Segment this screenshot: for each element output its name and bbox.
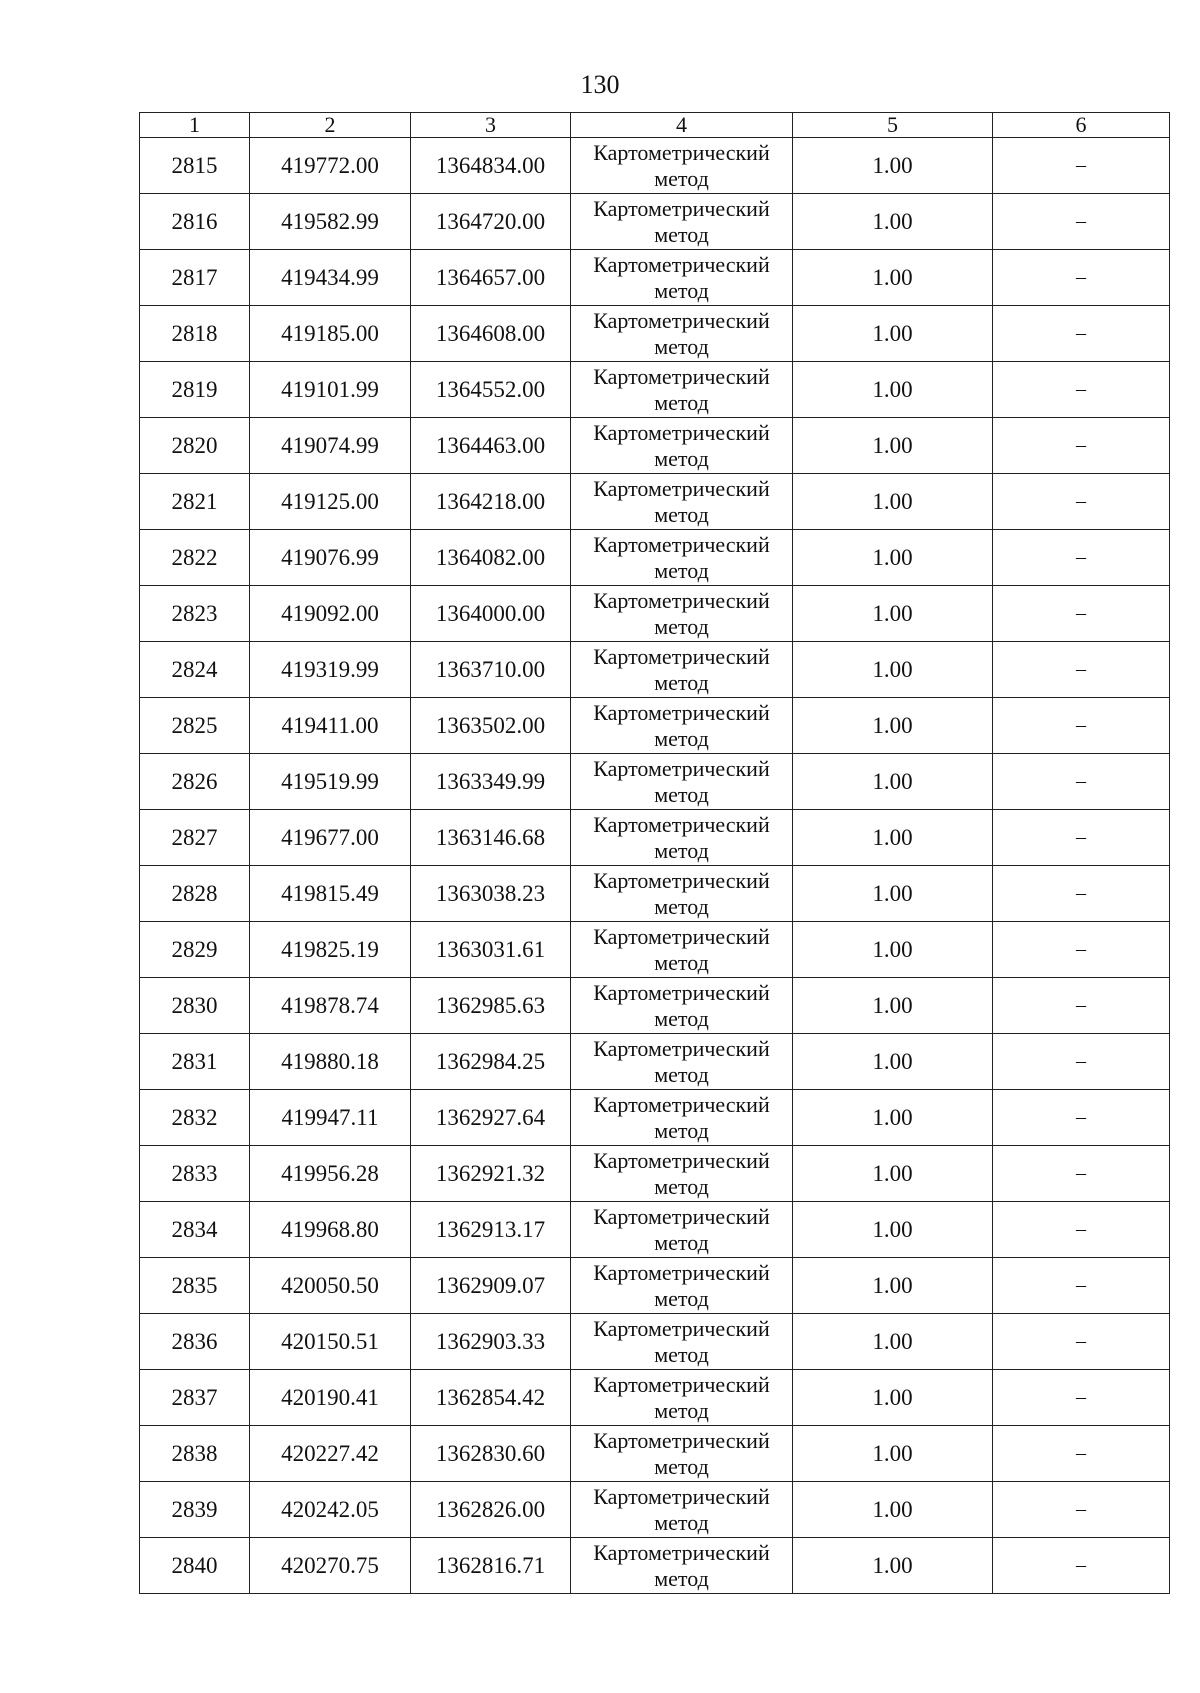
- accuracy-cell: 1.00: [793, 866, 993, 922]
- accuracy-cell: 1.00: [793, 922, 993, 978]
- y-coordinate-cell: 1362985.63: [411, 978, 571, 1034]
- x-coordinate-cell: 420270.75: [250, 1538, 411, 1594]
- method-line-2: метод: [654, 1341, 709, 1367]
- coordinates-table: [139, 112, 1170, 1594]
- table-row: [140, 642, 1170, 698]
- method-line-2: метод: [654, 949, 709, 975]
- y-coordinate-cell: 1363146.68: [411, 810, 571, 866]
- x-coordinate-cell: 419956.28: [250, 1146, 411, 1202]
- method-cell: [571, 922, 793, 978]
- table-row: [140, 866, 1170, 922]
- note-cell: –: [993, 530, 1170, 586]
- method-cell: [571, 250, 793, 306]
- note-cell: –: [993, 1314, 1170, 1370]
- y-coordinate-cell: 1364463.00: [411, 418, 571, 474]
- column-header-2: 2: [250, 113, 411, 138]
- method-cell: [571, 1034, 793, 1090]
- method-line-2: метод: [654, 1285, 709, 1311]
- note-cell: –: [993, 250, 1170, 306]
- accuracy-cell: 1.00: [793, 250, 993, 306]
- accuracy-cell: 1.00: [793, 362, 993, 418]
- method-line-1: Картометрический: [593, 643, 770, 669]
- note-cell: –: [993, 810, 1170, 866]
- point-number-cell: 2839: [140, 1482, 250, 1538]
- table-row: [140, 418, 1170, 474]
- method-line-1: Картометрический: [593, 699, 770, 725]
- accuracy-cell: 1.00: [793, 1482, 993, 1538]
- accuracy-cell: 1.00: [793, 418, 993, 474]
- method-line-2: метод: [654, 1509, 709, 1535]
- y-coordinate-cell: 1364657.00: [411, 250, 571, 306]
- method-cell: [571, 1314, 793, 1370]
- table-row: [140, 754, 1170, 810]
- method-line-2: метод: [654, 669, 709, 695]
- note-cell: –: [993, 922, 1170, 978]
- point-number-cell: 2824: [140, 642, 250, 698]
- note-cell: –: [993, 1258, 1170, 1314]
- point-number-cell: 2838: [140, 1426, 250, 1482]
- table-row: [140, 194, 1170, 250]
- point-number-cell: 2820: [140, 418, 250, 474]
- y-coordinate-cell: 1364000.00: [411, 586, 571, 642]
- y-coordinate-cell: 1362830.60: [411, 1426, 571, 1482]
- x-coordinate-cell: 420227.42: [250, 1426, 411, 1482]
- note-cell: –: [993, 978, 1170, 1034]
- method-line-2: метод: [654, 1117, 709, 1143]
- note-cell: –: [993, 866, 1170, 922]
- y-coordinate-cell: 1364082.00: [411, 530, 571, 586]
- point-number-cell: 2833: [140, 1146, 250, 1202]
- accuracy-cell: 1.00: [793, 810, 993, 866]
- method-line-2: метод: [654, 277, 709, 303]
- x-coordinate-cell: 419101.99: [250, 362, 411, 418]
- y-coordinate-cell: 1362816.71: [411, 1538, 571, 1594]
- method-line-2: метод: [654, 445, 709, 471]
- accuracy-cell: 1.00: [793, 1426, 993, 1482]
- point-number-cell: 2817: [140, 250, 250, 306]
- note-cell: –: [993, 1034, 1170, 1090]
- y-coordinate-cell: 1363710.00: [411, 642, 571, 698]
- accuracy-cell: 1.00: [793, 1314, 993, 1370]
- x-coordinate-cell: 419825.19: [250, 922, 411, 978]
- page-number: 130: [580, 70, 620, 99]
- y-coordinate-cell: 1364608.00: [411, 306, 571, 362]
- method-line-2: метод: [654, 781, 709, 807]
- accuracy-cell: 1.00: [793, 1202, 993, 1258]
- method-line-2: метод: [654, 725, 709, 751]
- y-coordinate-cell: 1362921.32: [411, 1146, 571, 1202]
- accuracy-cell: 1.00: [793, 642, 993, 698]
- y-coordinate-cell: 1363349.99: [411, 754, 571, 810]
- x-coordinate-cell: 419092.00: [250, 586, 411, 642]
- point-number-cell: 2822: [140, 530, 250, 586]
- method-cell: [571, 586, 793, 642]
- method-cell: [571, 1482, 793, 1538]
- x-coordinate-cell: 419947.11: [250, 1090, 411, 1146]
- table-row: [140, 698, 1170, 754]
- method-line-1: Картометрический: [593, 531, 770, 557]
- x-coordinate-cell: 420150.51: [250, 1314, 411, 1370]
- method-cell: [571, 306, 793, 362]
- point-number-cell: 2834: [140, 1202, 250, 1258]
- x-coordinate-cell: 419076.99: [250, 530, 411, 586]
- method-cell: [571, 698, 793, 754]
- table-row: [140, 306, 1170, 362]
- y-coordinate-cell: 1362909.07: [411, 1258, 571, 1314]
- x-coordinate-cell: 420190.41: [250, 1370, 411, 1426]
- method-cell: [571, 474, 793, 530]
- table-row: [140, 1482, 1170, 1538]
- point-number-cell: 2815: [140, 138, 250, 194]
- y-coordinate-cell: 1363038.23: [411, 866, 571, 922]
- point-number-cell: 2836: [140, 1314, 250, 1370]
- method-line-2: метод: [654, 165, 709, 191]
- column-header-5: 5: [793, 113, 993, 138]
- x-coordinate-cell: 419434.99: [250, 250, 411, 306]
- point-number-cell: 2827: [140, 810, 250, 866]
- accuracy-cell: 1.00: [793, 1146, 993, 1202]
- note-cell: –: [993, 138, 1170, 194]
- table-row: [140, 810, 1170, 866]
- method-cell: [571, 1258, 793, 1314]
- method-line-1: Картометрический: [593, 307, 770, 333]
- x-coordinate-cell: 419519.99: [250, 754, 411, 810]
- table-row: [140, 1258, 1170, 1314]
- accuracy-cell: 1.00: [793, 1090, 993, 1146]
- x-coordinate-cell: 419878.74: [250, 978, 411, 1034]
- y-coordinate-cell: 1363502.00: [411, 698, 571, 754]
- note-cell: –: [993, 1202, 1170, 1258]
- method-line-1: Картометрический: [593, 195, 770, 221]
- table-row: [140, 1426, 1170, 1482]
- table-row: [140, 1202, 1170, 1258]
- table-row: [140, 586, 1170, 642]
- method-line-2: метод: [654, 1173, 709, 1199]
- note-cell: –: [993, 1370, 1170, 1426]
- method-cell: [571, 194, 793, 250]
- table-row: [140, 1370, 1170, 1426]
- method-cell: [571, 418, 793, 474]
- method-line-1: Картометрический: [593, 923, 770, 949]
- column-header-6: 6: [993, 113, 1170, 138]
- x-coordinate-cell: 419185.00: [250, 306, 411, 362]
- x-coordinate-cell: 419411.00: [250, 698, 411, 754]
- note-cell: –: [993, 418, 1170, 474]
- table-row: [140, 138, 1170, 194]
- note-cell: –: [993, 1090, 1170, 1146]
- table-row: [140, 1538, 1170, 1594]
- point-number-cell: 2837: [140, 1370, 250, 1426]
- method-cell: [571, 754, 793, 810]
- accuracy-cell: 1.00: [793, 194, 993, 250]
- y-coordinate-cell: 1362913.17: [411, 1202, 571, 1258]
- accuracy-cell: 1.00: [793, 754, 993, 810]
- method-cell: [571, 1538, 793, 1594]
- method-cell: [571, 1370, 793, 1426]
- method-cell: [571, 642, 793, 698]
- table-row: [140, 1090, 1170, 1146]
- table-row: [140, 1314, 1170, 1370]
- y-coordinate-cell: 1364834.00: [411, 138, 571, 194]
- table-row: [140, 362, 1170, 418]
- table-row: [140, 1146, 1170, 1202]
- method-line-1: Картометрический: [593, 1427, 770, 1453]
- method-line-1: Картометрический: [593, 867, 770, 893]
- method-line-2: метод: [654, 613, 709, 639]
- column-header-1: 1: [140, 113, 250, 138]
- note-cell: –: [993, 1426, 1170, 1482]
- y-coordinate-cell: 1362927.64: [411, 1090, 571, 1146]
- note-cell: –: [993, 642, 1170, 698]
- note-cell: –: [993, 306, 1170, 362]
- y-coordinate-cell: 1362854.42: [411, 1370, 571, 1426]
- method-line-1: Картометрический: [593, 1147, 770, 1173]
- accuracy-cell: 1.00: [793, 306, 993, 362]
- point-number-cell: 2821: [140, 474, 250, 530]
- note-cell: –: [993, 754, 1170, 810]
- point-number-cell: 2835: [140, 1258, 250, 1314]
- method-line-1: Картометрический: [593, 1203, 770, 1229]
- table-row: [140, 250, 1170, 306]
- table-row: [140, 474, 1170, 530]
- method-line-2: метод: [654, 557, 709, 583]
- accuracy-cell: 1.00: [793, 1538, 993, 1594]
- method-line-2: метод: [654, 1397, 709, 1423]
- x-coordinate-cell: 419772.00: [250, 138, 411, 194]
- method-line-1: Картометрический: [593, 587, 770, 613]
- x-coordinate-cell: 420050.50: [250, 1258, 411, 1314]
- method-line-2: метод: [654, 389, 709, 415]
- table-header: [140, 113, 1170, 138]
- table-body: [140, 138, 1170, 1594]
- point-number-cell: 2832: [140, 1090, 250, 1146]
- method-cell: [571, 1202, 793, 1258]
- note-cell: –: [993, 1482, 1170, 1538]
- accuracy-cell: 1.00: [793, 1034, 993, 1090]
- method-line-2: метод: [654, 1565, 709, 1591]
- y-coordinate-cell: 1362984.25: [411, 1034, 571, 1090]
- x-coordinate-cell: 419074.99: [250, 418, 411, 474]
- method-line-2: метод: [654, 333, 709, 359]
- point-number-cell: 2830: [140, 978, 250, 1034]
- method-line-2: метод: [654, 893, 709, 919]
- method-line-2: метод: [654, 837, 709, 863]
- note-cell: –: [993, 474, 1170, 530]
- method-line-1: Картометрический: [593, 1539, 770, 1565]
- y-coordinate-cell: 1362826.00: [411, 1482, 571, 1538]
- note-cell: –: [993, 698, 1170, 754]
- x-coordinate-cell: 419319.99: [250, 642, 411, 698]
- x-coordinate-cell: 420242.05: [250, 1482, 411, 1538]
- y-coordinate-cell: 1364218.00: [411, 474, 571, 530]
- method-line-1: Картометрический: [593, 1483, 770, 1509]
- accuracy-cell: 1.00: [793, 138, 993, 194]
- method-line-1: Картометрический: [593, 979, 770, 1005]
- point-number-cell: 2816: [140, 194, 250, 250]
- method-line-2: метод: [654, 1061, 709, 1087]
- point-number-cell: 2825: [140, 698, 250, 754]
- accuracy-cell: 1.00: [793, 1258, 993, 1314]
- x-coordinate-cell: 419125.00: [250, 474, 411, 530]
- method-line-1: Картометрический: [593, 1035, 770, 1061]
- x-coordinate-cell: 419677.00: [250, 810, 411, 866]
- table-row: [140, 922, 1170, 978]
- x-coordinate-cell: 419968.80: [250, 1202, 411, 1258]
- method-line-1: Картометрический: [593, 755, 770, 781]
- accuracy-cell: 1.00: [793, 978, 993, 1034]
- point-number-cell: 2828: [140, 866, 250, 922]
- point-number-cell: 2818: [140, 306, 250, 362]
- x-coordinate-cell: 419815.49: [250, 866, 411, 922]
- method-line-1: Картометрический: [593, 419, 770, 445]
- accuracy-cell: 1.00: [793, 698, 993, 754]
- note-cell: –: [993, 1538, 1170, 1594]
- point-number-cell: 2826: [140, 754, 250, 810]
- method-line-2: метод: [654, 221, 709, 247]
- method-cell: [571, 978, 793, 1034]
- method-cell: [571, 530, 793, 586]
- table-row: [140, 978, 1170, 1034]
- method-cell: [571, 138, 793, 194]
- point-number-cell: 2823: [140, 586, 250, 642]
- method-line-1: Картометрический: [593, 475, 770, 501]
- accuracy-cell: 1.00: [793, 586, 993, 642]
- accuracy-cell: 1.00: [793, 474, 993, 530]
- method-line-1: Картометрический: [593, 811, 770, 837]
- note-cell: –: [993, 362, 1170, 418]
- method-line-1: Картометрический: [593, 139, 770, 165]
- method-line-2: метод: [654, 501, 709, 527]
- method-cell: [571, 1146, 793, 1202]
- column-header-4: 4: [571, 113, 793, 138]
- method-cell: [571, 810, 793, 866]
- method-line-2: метод: [654, 1229, 709, 1255]
- method-cell: [571, 1090, 793, 1146]
- method-line-1: Картометрический: [593, 1371, 770, 1397]
- x-coordinate-cell: 419582.99: [250, 194, 411, 250]
- method-line-1: Картометрический: [593, 1091, 770, 1117]
- method-line-2: метод: [654, 1453, 709, 1479]
- column-header-3: 3: [411, 113, 571, 138]
- method-cell: [571, 1426, 793, 1482]
- table-row: [140, 530, 1170, 586]
- y-coordinate-cell: 1363031.61: [411, 922, 571, 978]
- method-line-2: метод: [654, 1005, 709, 1031]
- y-coordinate-cell: 1364552.00: [411, 362, 571, 418]
- y-coordinate-cell: 1364720.00: [411, 194, 571, 250]
- method-line-1: Картометрический: [593, 363, 770, 389]
- accuracy-cell: 1.00: [793, 530, 993, 586]
- point-number-cell: 2831: [140, 1034, 250, 1090]
- method-line-1: Картометрический: [593, 251, 770, 277]
- x-coordinate-cell: 419880.18: [250, 1034, 411, 1090]
- note-cell: –: [993, 586, 1170, 642]
- method-line-1: Картометрический: [593, 1259, 770, 1285]
- accuracy-cell: 1.00: [793, 1370, 993, 1426]
- note-cell: –: [993, 1146, 1170, 1202]
- method-cell: [571, 362, 793, 418]
- method-cell: [571, 866, 793, 922]
- table-row: [140, 1034, 1170, 1090]
- point-number-cell: 2819: [140, 362, 250, 418]
- header-row: [140, 113, 1170, 138]
- point-number-cell: 2840: [140, 1538, 250, 1594]
- method-line-1: Картометрический: [593, 1315, 770, 1341]
- note-cell: –: [993, 194, 1170, 250]
- point-number-cell: 2829: [140, 922, 250, 978]
- y-coordinate-cell: 1362903.33: [411, 1314, 571, 1370]
